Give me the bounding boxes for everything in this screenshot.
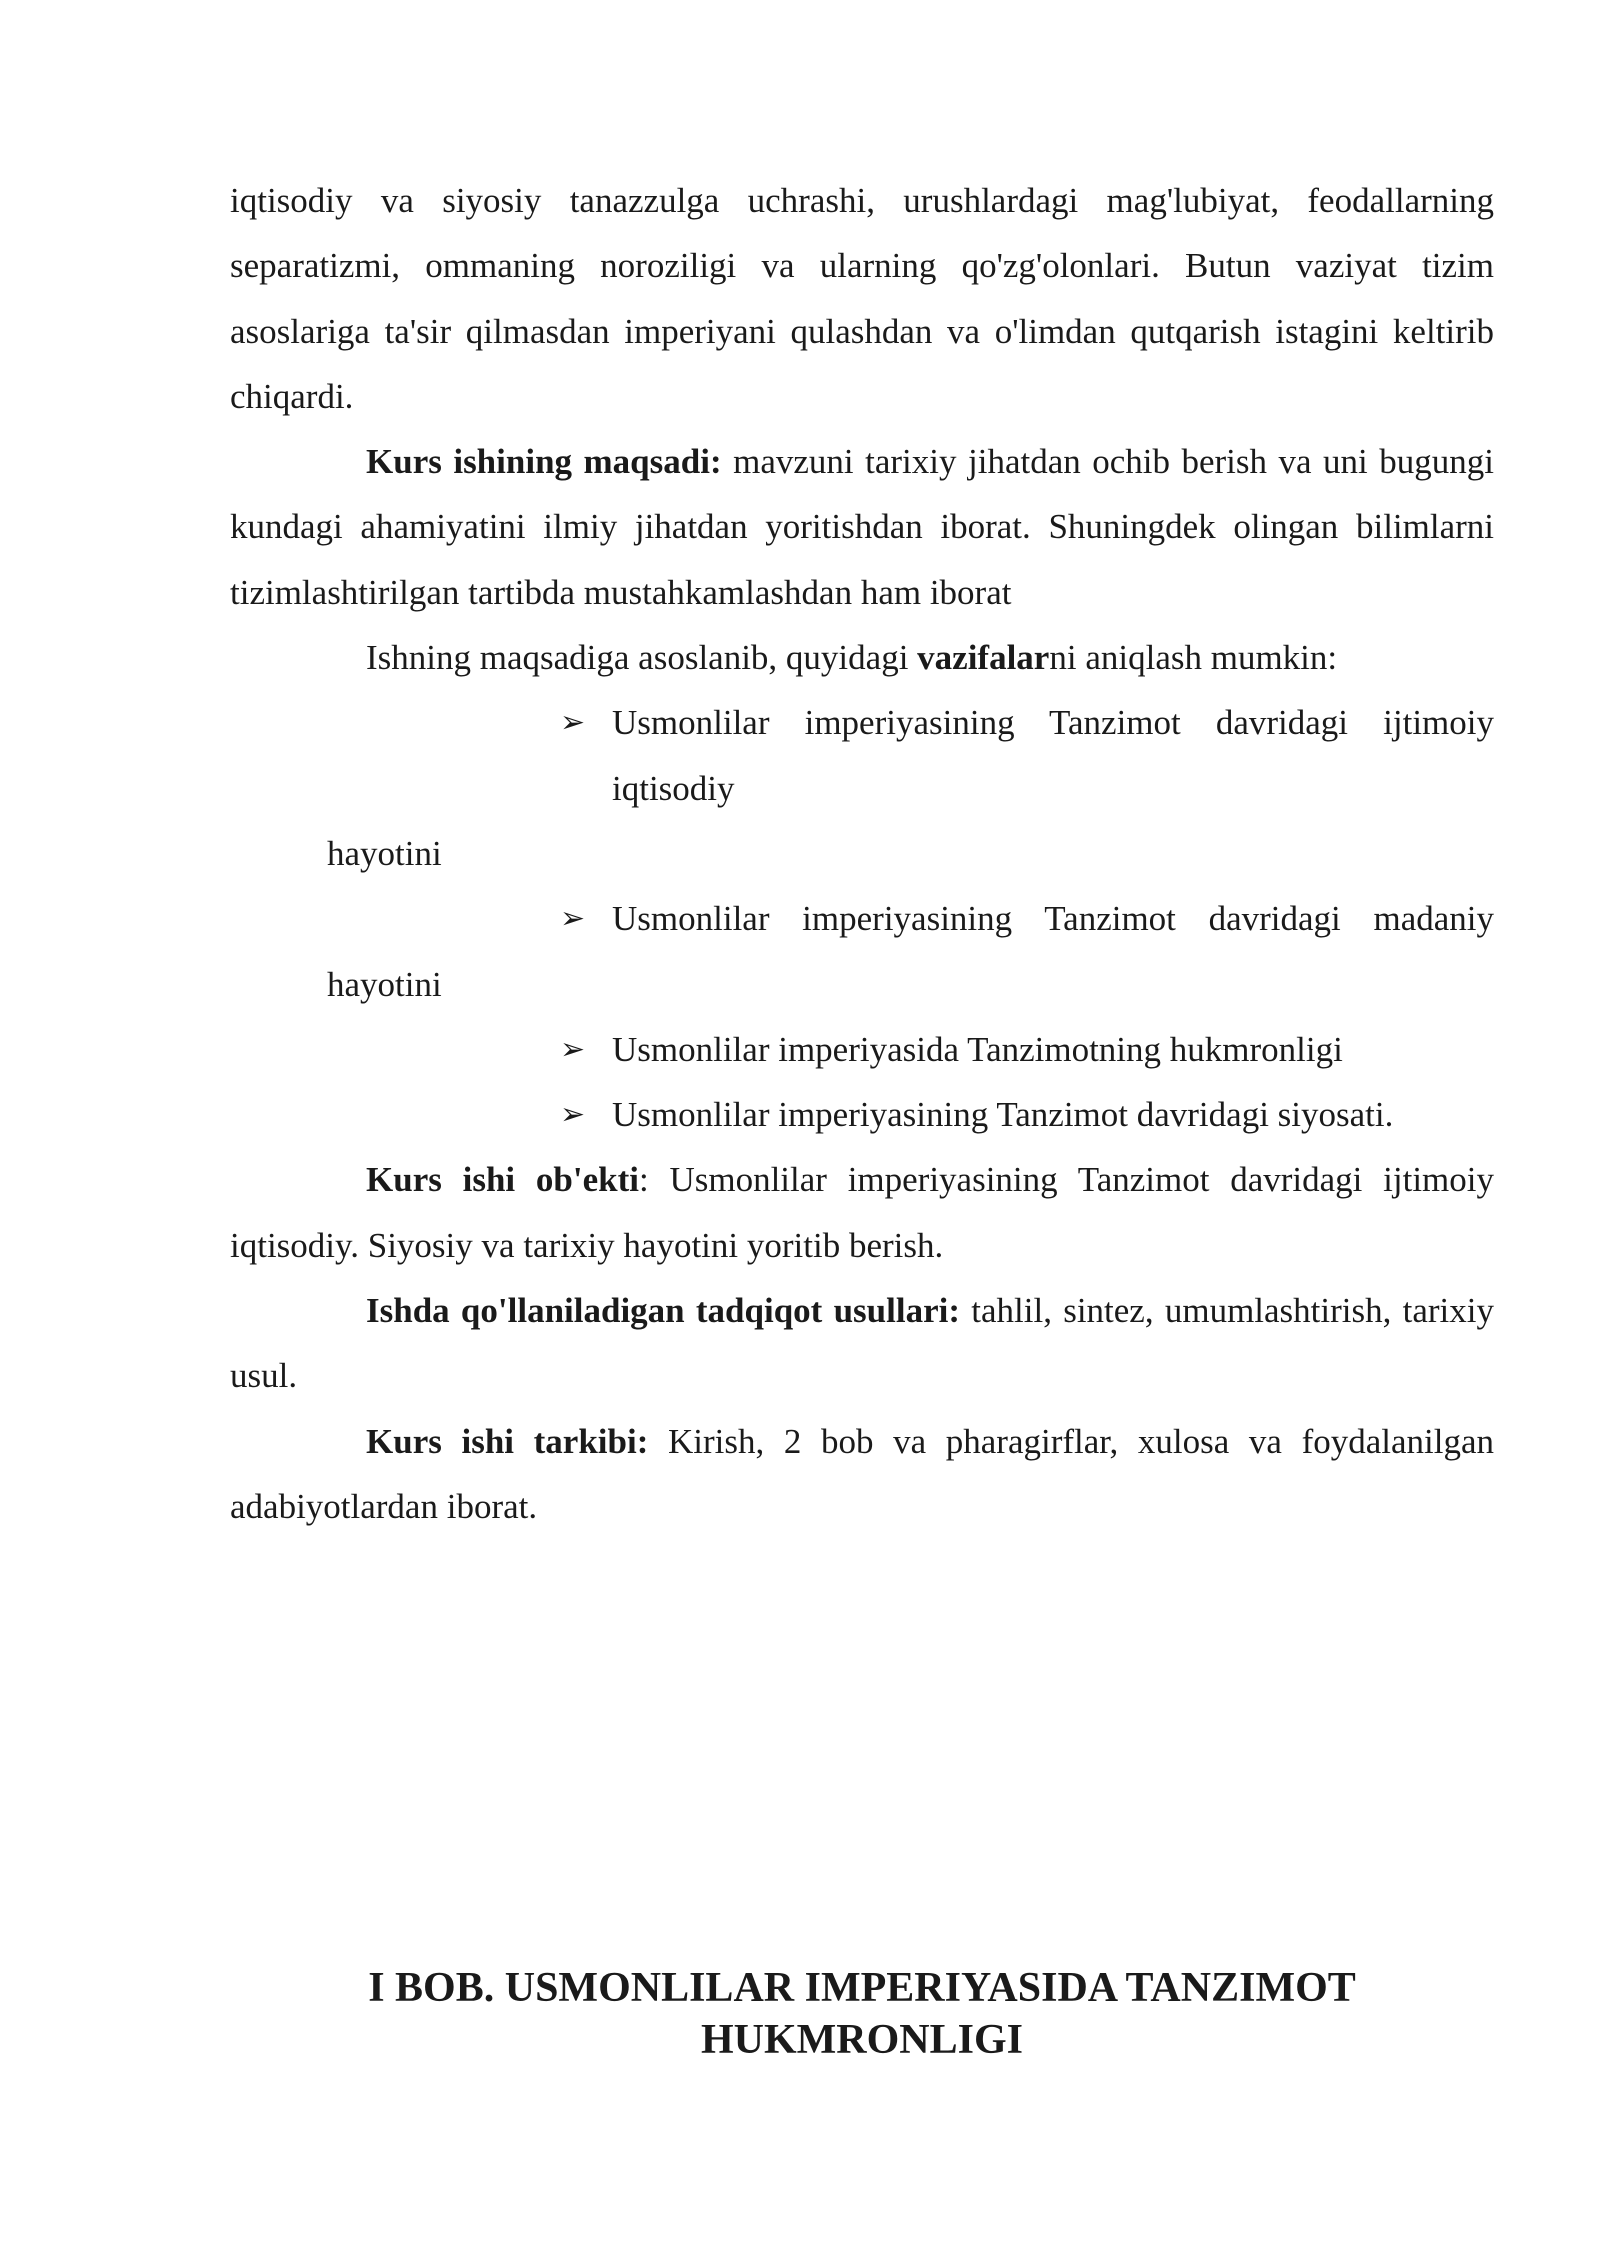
task-list-item — [230, 1017, 1494, 1082]
task-item-line: ➢ Usmonlilar imperiyasining Tanzimot davridagi madaniy — [560, 886, 1494, 951]
object-text: : Usmonlilar imperiyasining Tanzimot davridagi ijtimoiy iqtisodiy. Siyosiy va tarixiy hayotini yoritib berish. — [230, 1160, 1494, 1265]
tasks-intro-paragraph: Ishning maqsadiga asoslanib, quyidagi vazifalarni aniqlash mumkin: — [366, 638, 1338, 678]
tasks-bold-word: vazifalar — [917, 638, 1050, 678]
methods-label: Ishda qo'llaniladigan tadqiqot usullari: — [366, 1291, 960, 1331]
task-list-item — [230, 886, 1494, 1017]
goal-paragraph — [230, 429, 1494, 625]
chapter-heading — [230, 1962, 1494, 2066]
structure-text: Kirish, 2 bob va pharagirflar, xulosa va foydalanilgan adabiyotlardan iborat. — [230, 1421, 1494, 1526]
task-item-line: ➢ Usmonlilar imperiyasining Tanzimot davridagi ijtimoiy iqtisodiy — [560, 690, 1494, 821]
arrow-bullet-icon: ➢ — [560, 901, 586, 937]
task-list-item — [230, 1082, 1494, 1147]
object-paragraph — [230, 1147, 1494, 1278]
task-item-line: ➢ Usmonlilar imperiyasida Tanzimotning hukmronligi — [560, 1017, 1494, 1082]
intro-paragraph: iqtisodiy va siyosiy tanazzulga uchrashi, urushlardagi mag'lubiyat, feodallarning separatizmi, ommaning noroziligi va ularning qo'zg'olonlari. Butun vaziyat tizim asoslariga ta'sir qilmasdan imperiyani qulashdan va o'limdan qutqarish istagini keltirib chiqardi. — [230, 181, 1494, 416]
methods-paragraph — [230, 1278, 1494, 1409]
task-item-continuation: hayotini — [327, 833, 442, 873]
task-item-continuation: hayotini — [327, 964, 442, 1004]
goal-label: Kurs ishining maqsadi: — [366, 442, 722, 482]
object-label: Kurs ishi ob'ekti — [366, 1160, 639, 1200]
methods-text: tahlil, sintez, umumlashtirish, tarixiy usul. — [230, 1291, 1494, 1396]
chapter-heading-line2: HUKMRONLIGI — [700, 2017, 1023, 2063]
body-text — [230, 168, 1494, 1539]
structure-label: Kurs ishi tarkibi: — [366, 1421, 649, 1461]
arrow-bullet-icon: ➢ — [560, 705, 586, 741]
arrow-bullet-icon: ➢ — [560, 1097, 586, 1133]
chapter-heading-line1: I BOB. USMONLILAR IMPERIYASIDA TANZIMOT — [368, 1965, 1356, 2011]
task-list-item — [230, 690, 1494, 886]
task-item-line: ➢ Usmonlilar imperiyasining Tanzimot davridagi siyosati. — [560, 1082, 1494, 1147]
structure-paragraph — [230, 1409, 1494, 1540]
goal-text: mavzuni tarixiy jihatdan ochib berish va uni bugungi kundagi ahamiyatini ilmiy jihatdan yoritishdan iborat. Shuningdek olingan bilimlarni tizimlashtirilgan tartibda mustahkamlashdan ham iborat — [230, 442, 1494, 612]
arrow-bullet-icon: ➢ — [560, 1031, 586, 1067]
